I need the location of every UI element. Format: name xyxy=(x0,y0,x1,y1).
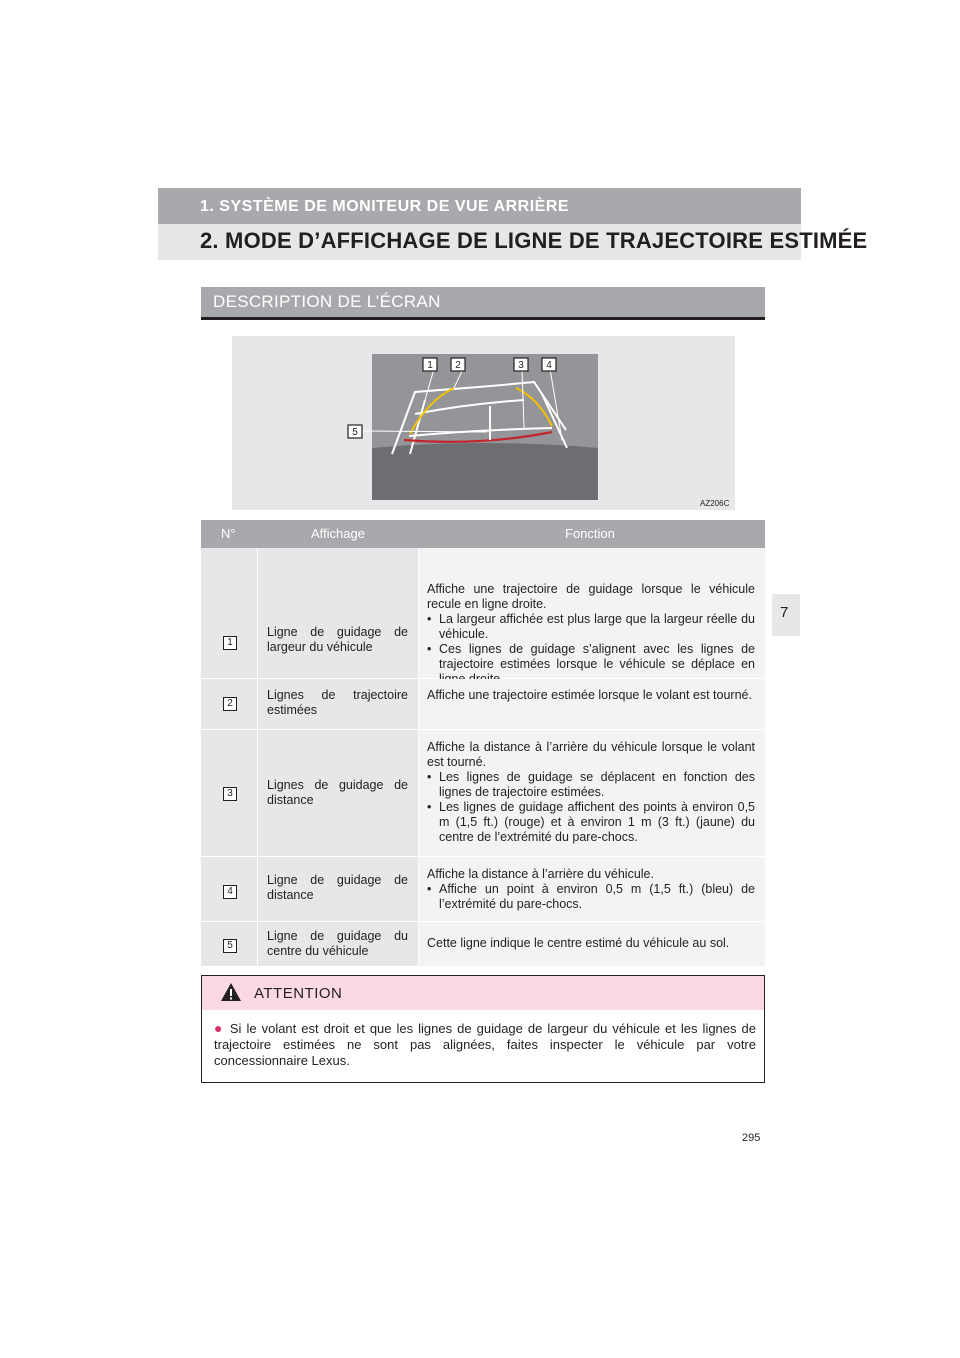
callout-1: 1 xyxy=(427,360,433,371)
figure-code: AZ206C xyxy=(700,499,730,508)
bumper-area xyxy=(372,443,598,500)
row-function xyxy=(427,740,755,845)
row-function xyxy=(427,582,755,687)
table-row xyxy=(201,730,765,857)
row-function xyxy=(427,688,755,703)
function-intro: Affiche une trajectoire de guidage lorsque le véhicule recule en ligne droite. xyxy=(427,582,755,611)
function-bullet: • Ces lignes de guidage s’alignent avec les lignes de trajectoire estimées lorsque le véhicule se déplace en xyxy=(427,642,755,687)
col-header-display: Affichage xyxy=(311,526,365,541)
callout-2: 2 xyxy=(455,360,461,371)
callout-3: 3 xyxy=(518,360,524,371)
display-table xyxy=(201,520,765,967)
row-number: 5 xyxy=(223,939,237,953)
function-bullet: • Les lignes de guidage se déplacent en fonction des lignes de trajectoire estimées. xyxy=(427,770,755,800)
callout-4: 4 xyxy=(546,360,552,371)
table-row xyxy=(201,548,765,679)
attention-header xyxy=(202,976,764,1010)
row-display: Ligne de guidage du centre du véhicule xyxy=(267,929,408,958)
col-header-num: N° xyxy=(221,526,236,541)
attention-text: Si le volant est droit et que les lignes de guidage de largeur du véhicule et les lignes de trajectoire estimées ne sont pas alignées, faites inspecter le véhicule par votre concessionnaire Lexus. xyxy=(214,1021,756,1068)
attention-box xyxy=(201,975,765,1083)
function-intro: Affiche une trajectoire estimée lorsque le volant est tourné. xyxy=(427,688,752,702)
row-display: Ligne de guidage de distance xyxy=(267,873,408,902)
callout-5: 5 xyxy=(352,427,358,438)
chapter-label-vertical xyxy=(772,650,802,970)
function-intro: Cette ligne indique le centre estimé du véhicule au sol. xyxy=(427,936,730,950)
row-number: 1 xyxy=(223,636,237,650)
attention-text-block xyxy=(214,1020,756,1069)
description-heading-rule xyxy=(201,317,765,320)
bullet-dot-icon: ● xyxy=(214,1020,224,1036)
row-display: Lignes de trajectoire estimées xyxy=(267,688,408,717)
section-label: 1. SYSTÈME DE MONITEUR DE VUE ARRIÈRE xyxy=(200,198,570,215)
table-row xyxy=(201,679,765,730)
function-bullet: • Les lignes de guidage affichent des points à environ 0,5 m (1,5 ft.) (rouge) et à environ 1 m (3 ft.) (jaune) du centre de l’extrémité du pare-chocs. xyxy=(427,800,755,845)
row-function xyxy=(427,936,755,951)
row-display: Lignes de guidage de distance xyxy=(267,778,408,807)
row-number: 4 xyxy=(223,885,237,899)
function-bullet: • Affiche un point à environ 0,5 m (1,5 ft.) (bleu) de l’extrémité du pare-chocs. xyxy=(427,882,755,912)
row-function xyxy=(427,867,755,912)
row-number: 3 xyxy=(223,787,237,801)
description-heading: DESCRIPTION DE L’ÉCRAN xyxy=(213,292,441,311)
camera-screen-illustration xyxy=(232,336,735,510)
row-display: Ligne de guidage de largeur du véhicule xyxy=(267,625,408,654)
table-row xyxy=(201,857,765,922)
table-header xyxy=(201,520,765,548)
table-row xyxy=(201,922,765,967)
warning-icon xyxy=(220,982,242,1002)
function-intro: Affiche la distance à l’arrière du véhicule. xyxy=(427,867,654,881)
row-number: 2 xyxy=(223,697,237,711)
page-number: 295 xyxy=(742,1132,761,1144)
chapter-number: 7 xyxy=(780,604,789,621)
page-title: 2. MODE D’AFFICHAGE DE LIGNE DE TRAJECTOIRE ESTIMÉE xyxy=(200,228,868,253)
attention-title: ATTENTION xyxy=(254,985,343,1002)
col-header-function: Fonction xyxy=(565,526,615,541)
function-intro: Affiche la distance à l’arrière du véhicule lorsque le volant est tourné. xyxy=(427,740,755,769)
function-bullet: • La largeur affichée est plus large que la largeur réelle du véhicule. xyxy=(427,612,755,642)
